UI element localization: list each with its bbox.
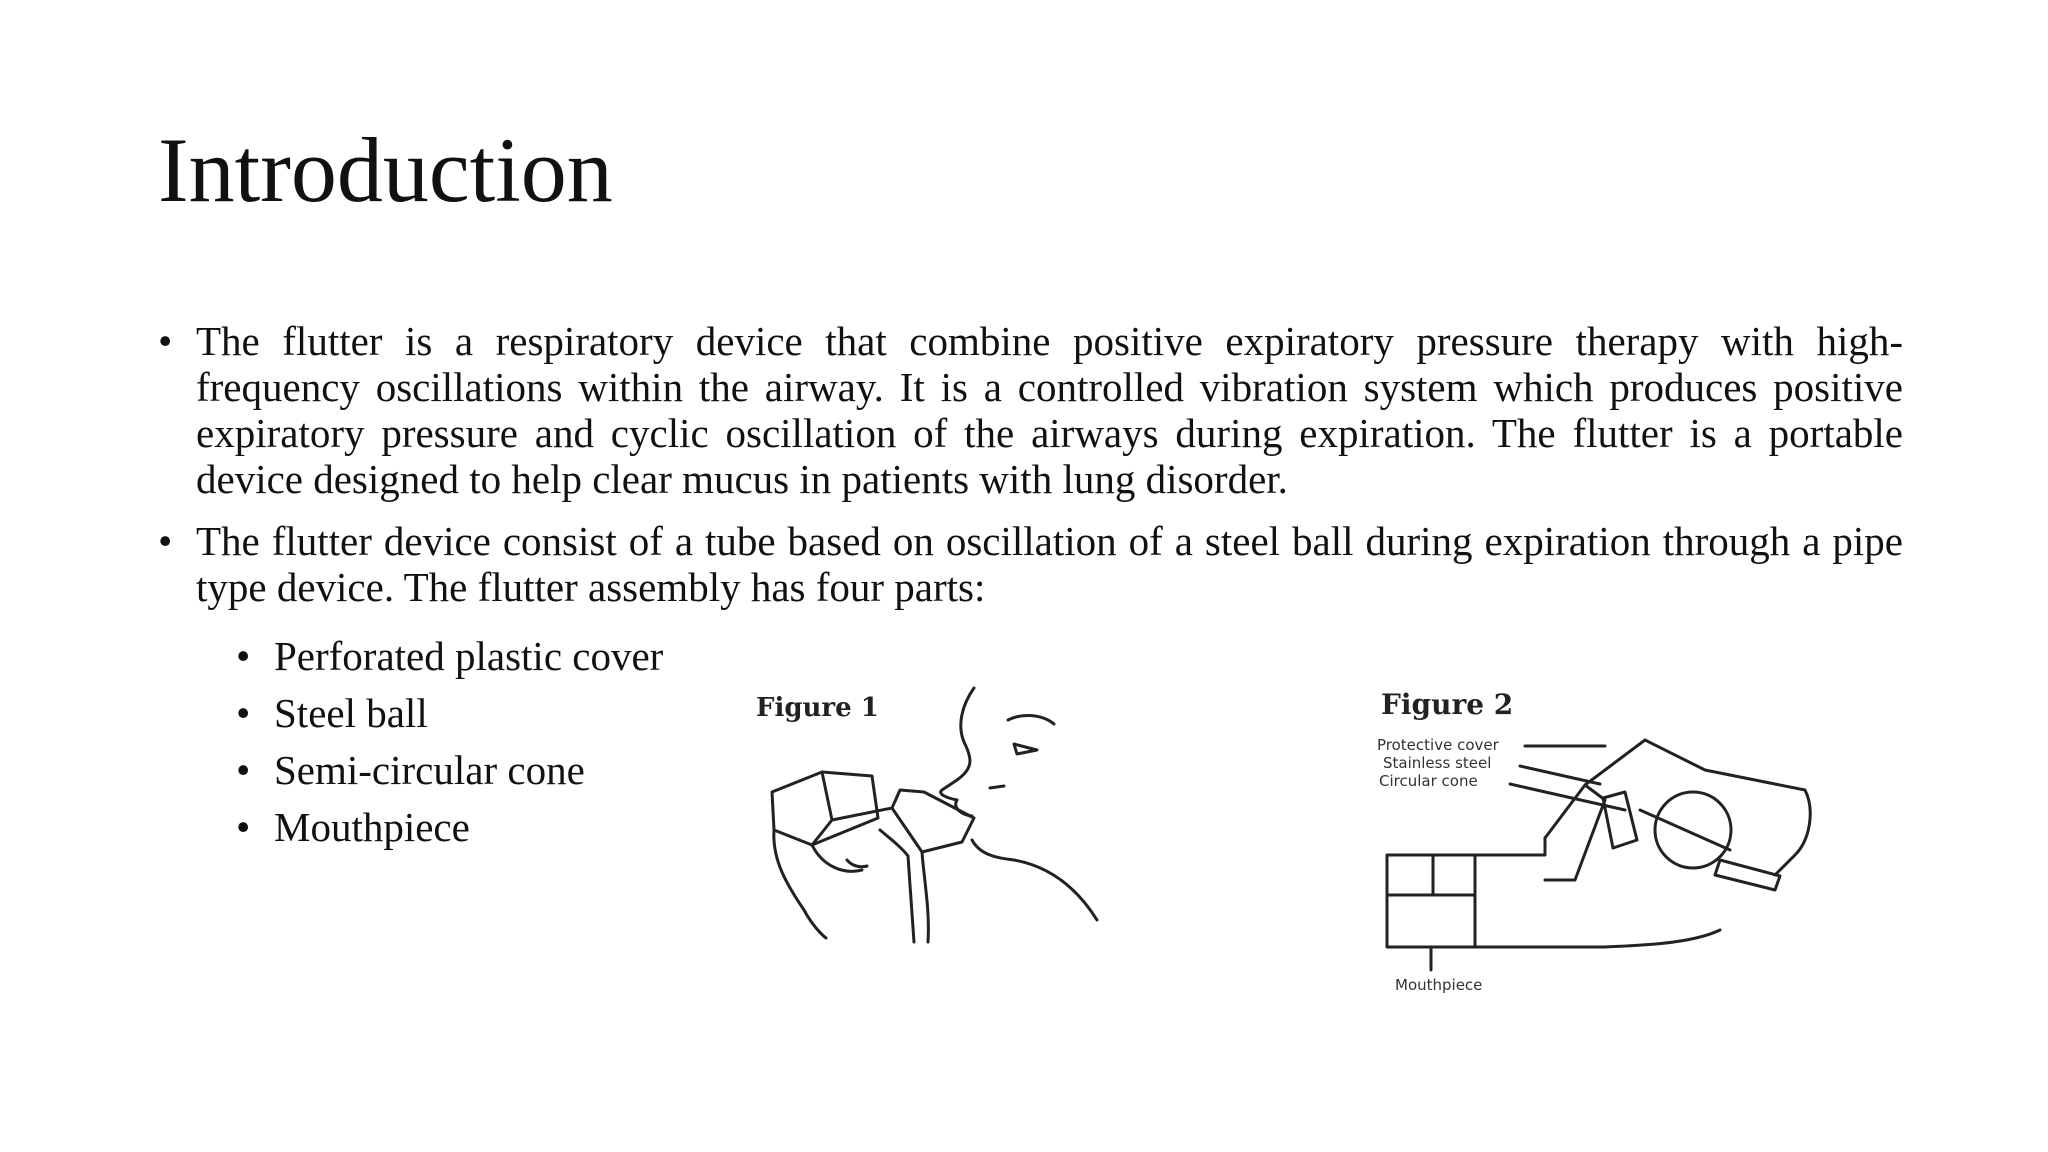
bullet-text: The flutter is a respiratory device that combine positive expiratory pressure therapy with high-frequency oscillations within the airway. It is a controlled vibration system which produces positive expiratory pressure and cyclic oscillation of the airways during expiration. The flutter is a portable device designed to help clear mucus in patients with lung disorder. — [196, 318, 1903, 502]
label-mouthpiece: Mouthpiece — [1395, 976, 1483, 994]
person-profile-drawing — [772, 688, 1097, 942]
sub-bullet-text: Mouthpiece — [274, 804, 470, 850]
sub-bullet-item — [236, 628, 663, 685]
bullet-text: The flutter device consist of a tube based on oscillation of a steel ball during expiration through a pipe type device. The flutter assembly has four parts: — [196, 518, 1903, 610]
bullet-marker: • — [158, 518, 173, 564]
bullet-item — [158, 518, 1903, 610]
label-protective-cover: Protective cover — [1377, 736, 1499, 754]
bullet-marker: • — [236, 633, 251, 679]
sub-bullet-item — [236, 685, 663, 742]
figure-1-illustration — [752, 680, 1142, 950]
bullet-marker: • — [158, 318, 173, 364]
sub-bullet-text: Steel ball — [274, 690, 428, 736]
bullet-marker: • — [236, 804, 251, 850]
bullet-list — [158, 318, 1903, 626]
figure-2-title: Figure 2 — [1381, 688, 1514, 721]
sub-bullet-item — [236, 799, 663, 856]
figure-1 — [752, 680, 1142, 950]
figure-1-title: Figure 1 — [756, 693, 879, 723]
bullet-marker: • — [236, 747, 251, 793]
label-stainless-steel: Stainless steel — [1383, 754, 1492, 772]
sub-bullet-text: Semi-circular cone — [274, 747, 585, 793]
figure-2 — [1375, 680, 1815, 1010]
label-circular-cone: Circular cone — [1379, 772, 1478, 790]
figure-2-diagram — [1375, 680, 1815, 1010]
slide-title: Introduction — [158, 119, 613, 221]
sub-bullet-list — [236, 628, 663, 856]
bullet-marker: • — [236, 690, 251, 736]
bullet-item — [158, 318, 1903, 502]
sub-bullet-item — [236, 742, 663, 799]
sub-bullet-text: Perforated plastic cover — [274, 633, 664, 679]
